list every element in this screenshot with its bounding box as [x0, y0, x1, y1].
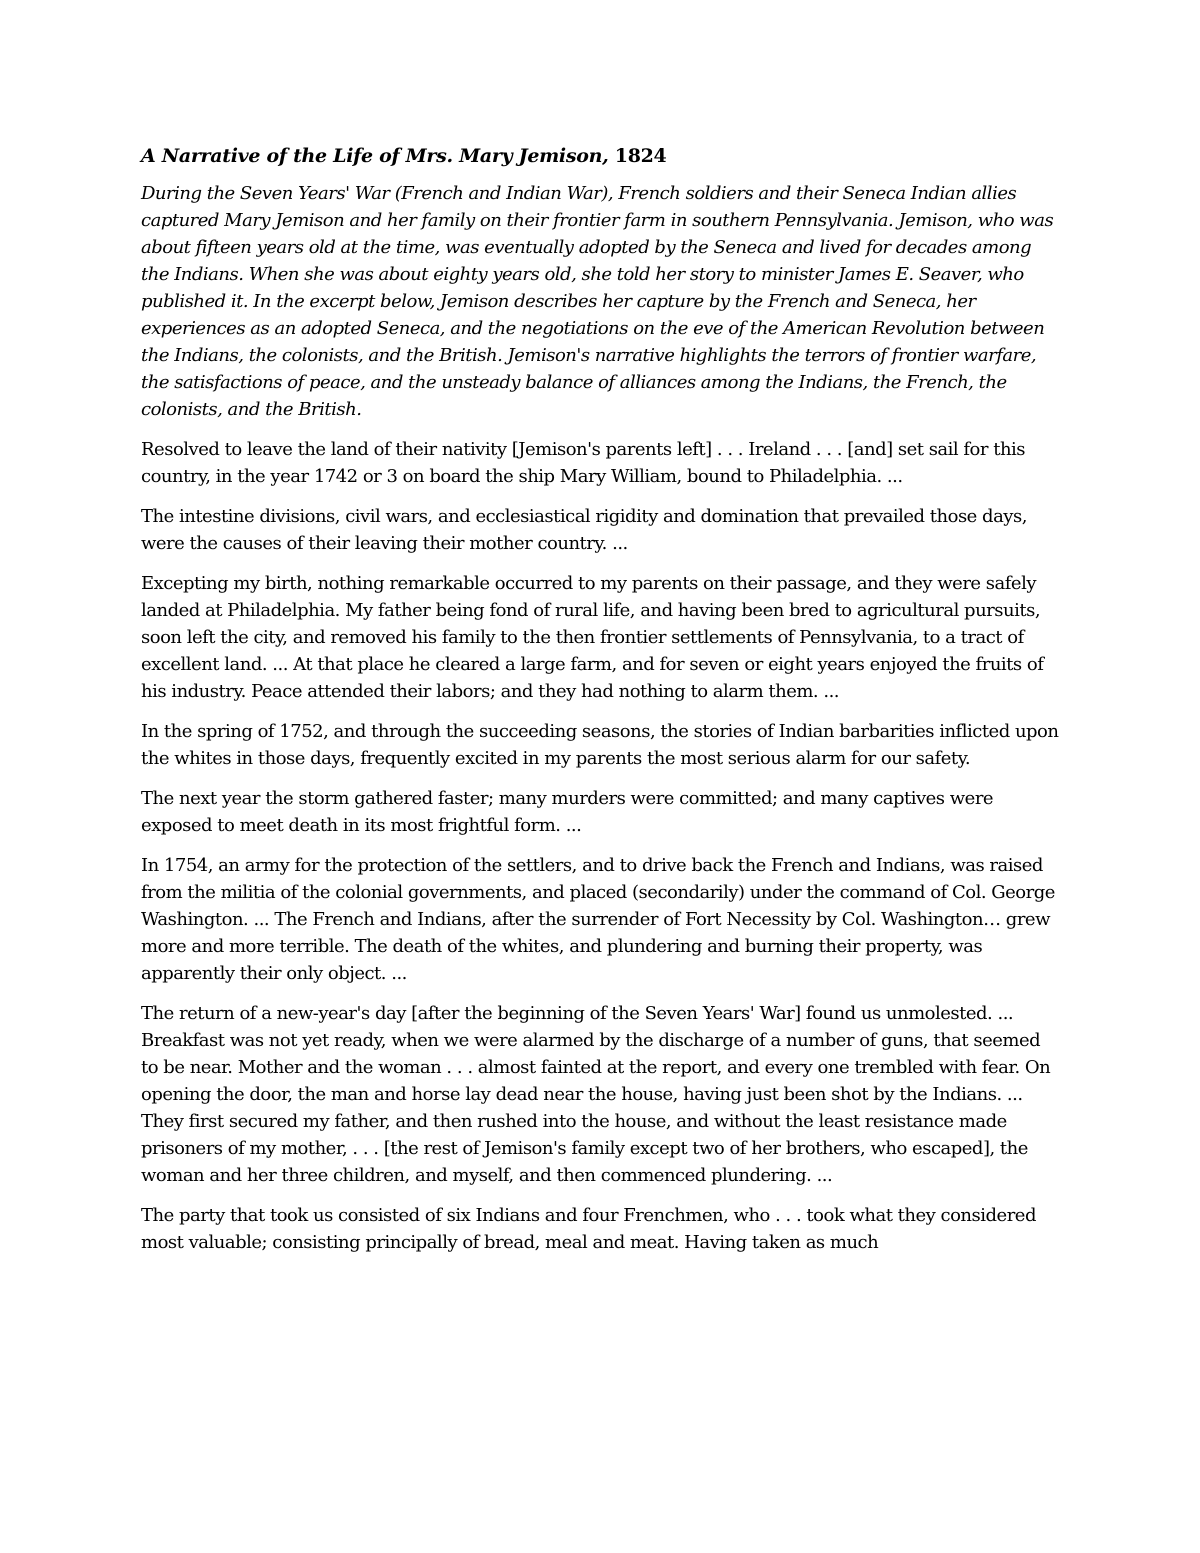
- intro-paragraph: During the Seven Years' War (French and Indian War), French soldiers and their Seneca Indian allies captured Mary Jemison and her family on their frontier farm in southern Pennsylvania. Jemison, who was about fifteen years old at the time, was eventually adopted by the Seneca and lived for decades among the Indians. When she was about eighty years old, she told her story to minister James E. Seaver, who published it. In the excerpt below, Jemison describes her capture by the French and Seneca, her experiences as an adopted Seneca, and the negotiations on the eve of the American Revolution between the Indians, the colonists, and the British. Jemison's narrative highlights the terrors of frontier warfare, the satisfactions of peace, and the unsteady balance of alliances among the Indians, the French, the colonists, and the British.: [141, 183, 1054, 420]
- body-paragraph: Resolved to leave the land of their nativity [Jemison's parents left] . . . Ireland . . . [and] set sail for this country, in the year 1742 or 3 on board the ship Mary William, bound to Philadelphia. ...: [141, 439, 1026, 487]
- body-paragraph: The intestine divisions, civil wars, and ecclesiastical rigidity and domination that prevailed those days, were the causes of their leaving their mother country. ...: [141, 506, 1027, 554]
- body-paragraph: Excepting my birth, nothing remarkable occurred to my parents on their passage, and they were safely landed at Philadelphia. My father being fond of rural life, and having been bred to agricultural pursuits, soon left the city, and removed his family to the then frontier settlements of Pennsylvania, to a tract of excellent land. ... At that place he cleared a large farm, and for seven or eight years enjoyed the fruits of his industry. Peace attended their labors; and they had nothing to alarm them. ...: [141, 573, 1044, 702]
- body-paragraph: In the spring of 1752, and through the succeeding seasons, the stories of Indian barbarities inflicted upon the whites in those days, frequently excited in my parents the most serious alarm for our safety.: [141, 721, 1059, 769]
- document-body: [141, 143, 1061, 1269]
- title-work: A Narrative of the Life of Mrs. Mary Jemison,: [141, 145, 609, 167]
- document-title: [141, 143, 1061, 170]
- body-paragraph: The return of a new-year's day [after the beginning of the Seven Years' War] found us unmolested. ... Breakfast was not yet ready, when we were alarmed by the discharge of a number of guns, that seemed to be near. Mother and the woman . . . almost fainted at the report, and every one trembled with fear. On opening the door, the man and horse lay dead near the house, having just been shot by the Indians. ... They first secured my father, and then rushed into the house, and without the least resistance made prisoners of my mother, . . . [the rest of Jemison's family except two of her brothers, who escaped], the woman and her three children, and myself, and then commenced plundering. ...: [141, 1003, 1051, 1186]
- body-paragraph: In 1754, an army for the protection of the settlers, and to drive back the French and Indians, was raised from the militia of the colonial governments, and placed (secondarily) under the command of Col. George Washington. ... The French and Indians, after the surrender of Fort Necessity by Col. Washington… grew more and more terrible. The death of the whites, and plundering and burning their property, was apparently their only object. ...: [141, 855, 1055, 984]
- body-paragraph: The party that took us consisted of six Indians and four Frenchmen, who . . . took what they considered most valuable; consisting principally of bread, meal and meat. Having taken as much: [141, 1205, 1036, 1253]
- body-paragraph: The next year the storm gathered faster; many murders were committed; and many captives were exposed to meet death in its most frightful form. ...: [141, 788, 994, 836]
- title-year: 1824: [614, 145, 667, 167]
